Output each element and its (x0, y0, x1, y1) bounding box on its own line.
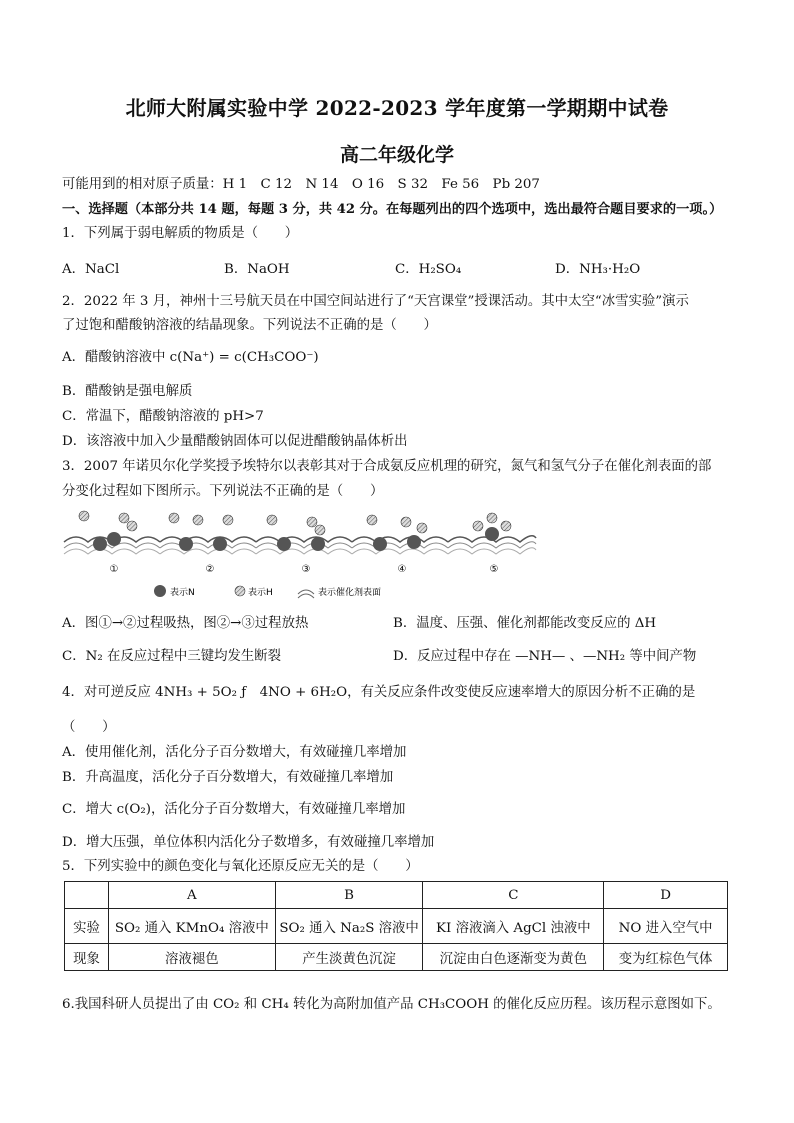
q1-option-c: C．H₂SO₄ (395, 262, 462, 277)
panel-5 (448, 513, 536, 554)
q4-stem-line1: 4．对可逆反应 4NH₃ + 5O₂ ƒ 4NO + 6H₂O，有关反应条件改变使反应速率增大的原因分析不正确的是 (62, 685, 696, 700)
legend-n-icon (154, 585, 166, 597)
q5-stem: 5．下列实验中的颜色变化与氧化还原反应无关的是（ ） (62, 859, 419, 874)
q4-option-a: A．使用催化剂，活化分子百分数增大，有效碰撞几率增加 (62, 745, 407, 760)
q6-stem: 6.我国科研人员提出了由 CO₂ 和 CH₄ 转化为高附加值产品 CH₃COOH 的催化反应历程。该历程示意图如下。 (62, 997, 721, 1012)
legend-surface-label: 表示催化剂表面 (318, 588, 382, 598)
q3-stem-line1: 3．2007 年诺贝尔化学奖授予埃特尔以表彰其对于合成氨反应机理的研究，氮气和氢气分子在催化剂表面的部 (62, 459, 712, 474)
q3-option-d: D．反应过程中存在 —NH— 、—NH₂ 等中间产物 (393, 649, 697, 664)
q5-cell: SO₂ 通入 Na₂S 溶液中 (275, 909, 423, 944)
q2-option-d: D．该溶液中加入少量醋酸钠固体可以促进醋酸钠晶体析出 (62, 434, 408, 449)
step-label-2: ② (205, 564, 215, 575)
panel-4 (352, 515, 448, 554)
q5-cell: KI 溶液滴入 AgCl 浊液中 (423, 909, 604, 944)
q5-row-label: 实验 (65, 909, 109, 944)
step-label-5: ⑤ (489, 564, 499, 575)
q2-option-a: A．醋酸钠溶液中 c(Na⁺) = c(CH₃COO⁻) (62, 350, 319, 365)
q5-cell: NO 进入空气中 (604, 909, 728, 944)
q1-stem: 1．下列属于弱电解质的物质是（ ） (62, 226, 299, 241)
catalyst-surface-figure (62, 508, 538, 604)
q5-header-cell: B (275, 882, 423, 909)
legend-h-icon (235, 586, 245, 596)
q5-table-row (65, 909, 728, 944)
step-label-1: ① (109, 564, 119, 575)
q3-stem-line2: 分变化过程如下图所示。下列说法不正确的是（ ） (62, 484, 384, 499)
q5-header-cell: A (108, 882, 275, 909)
section-heading: 一、选择题（本部分共 14 题，每题 3 分，共 42 分。在每题列出的四个选项中，选出最符合题目要求的一项。） (62, 202, 723, 217)
q4-option-b: B．升高温度，活化分子百分数增大，有效碰撞几率增加 (62, 770, 394, 785)
exam-title: 北师大附属实验中学 2022-2023 学年度第一学期期中试卷 (125, 96, 669, 120)
panel-3 (256, 515, 352, 554)
q5-cell: 溶液褪色 (108, 944, 275, 971)
panel-2 (160, 513, 256, 554)
q2-stem-line1: 2．2022 年 3 月，神州十三号航天员在中国空间站进行了“天宫课堂”授课活动。其中太空“冰雪实验”演示 (62, 294, 689, 309)
q5-cell: SO₂ 通入 KMnO₄ 溶液中 (108, 909, 275, 944)
q5-header-cell (65, 882, 109, 909)
q1-option-a: A．NaCl (62, 262, 120, 277)
q5-table (64, 881, 728, 971)
legend-surface-icon (298, 590, 314, 598)
legend-h-label: 表示H (248, 588, 273, 598)
exam-subtitle: 高二年级化学 (339, 144, 454, 166)
q2-option-c: C．常温下，醋酸钠溶液的 pH>7 (62, 409, 264, 424)
q1-option-b: B．NaOH (224, 262, 290, 277)
q4-option-c: C．增大 c(O₂)，活化分子百分数增大，有效碰撞几率增加 (62, 802, 406, 817)
q5-table-header-row (65, 882, 728, 909)
q3-option-b: B．温度、压强、催化剂都能改变反应的 ΔH (393, 616, 657, 631)
q5-cell: 产生淡黄色沉淀 (275, 944, 423, 971)
q4-stem-line2: （ ） (62, 720, 116, 735)
panel-1 (64, 511, 160, 554)
q3-option-a: A．图①→②过程吸热，图②→③过程放热 (62, 616, 309, 631)
q5-cell: 变为红棕色气体 (604, 944, 728, 971)
q4-option-d: D．增大压强，单位体积内活化分子数增多，有效碰撞几率增加 (62, 835, 435, 850)
q5-header-cell: D (604, 882, 728, 909)
q5-header-cell: C (423, 882, 604, 909)
q3-option-c: C．N₂ 在反应过程中三键均发生断裂 (62, 649, 282, 664)
legend-n-label: 表示N (170, 588, 195, 598)
q2-option-b: B．醋酸钠是强电解质 (62, 384, 193, 399)
q5-row-label: 现象 (65, 944, 109, 971)
atomic-masses: 可能用到的相对原子质量：H 1 C 12 N 14 O 16 S 32 Fe 56 Pb 207 (62, 177, 540, 192)
q2-stem-line2: 了过饱和醋酸钠溶液的结晶现象。下列说法不正确的是（ ） (62, 318, 437, 333)
q1-option-d: D．NH₃·H₂O (555, 262, 641, 277)
q5-table-row (65, 944, 728, 971)
q5-cell: 沉淀由白色逐渐变为黄色 (423, 944, 604, 971)
step-label-3: ③ (301, 564, 311, 575)
step-label-4: ④ (397, 564, 407, 575)
